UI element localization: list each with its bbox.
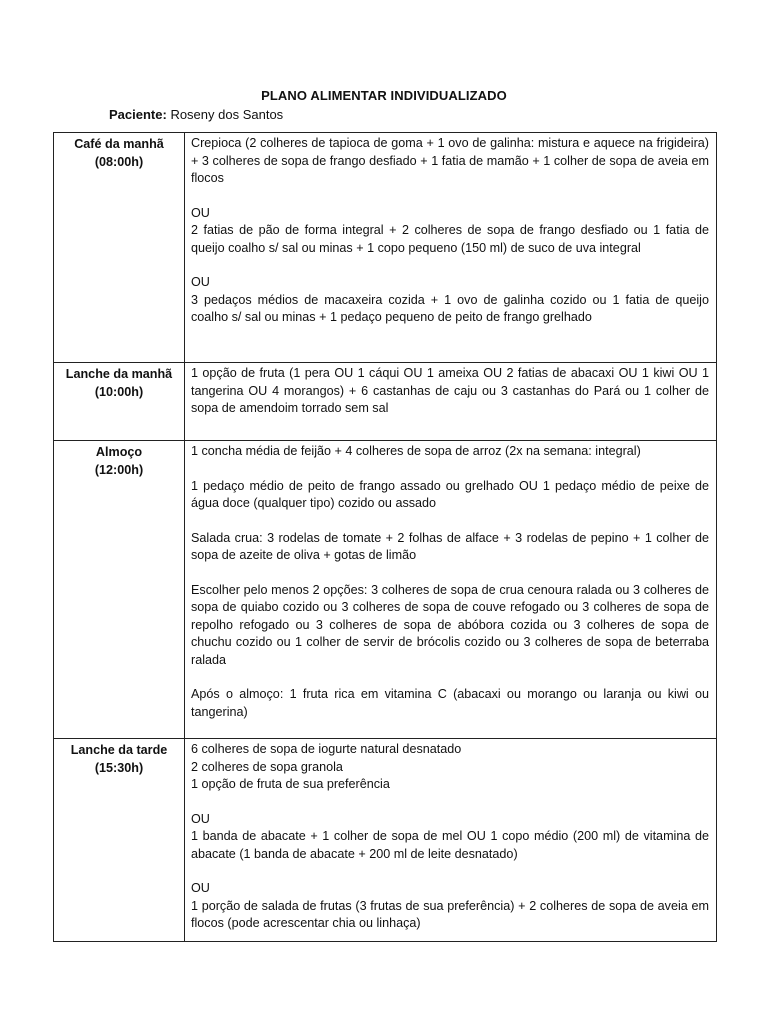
menu-separator: OU (191, 205, 210, 220)
menu-separator: OU (191, 811, 210, 826)
menu-separator: OU (191, 275, 210, 289)
meal-name: Lanche da manhã (65, 367, 173, 381)
patient-label: Paciente: (109, 107, 167, 122)
menu-option: 1 banda de abacate + 1 colher de sopa de mel OU 1 copo médio (200 ml) de vitamina de abacate (1 banda de abacate + 200 ml de leite desnatado) (191, 829, 709, 861)
menu-cell (185, 363, 717, 441)
meal-time: (08:00h) (94, 154, 144, 169)
patient-line (109, 107, 283, 122)
page-title: PLANO ALIMENTAR INDIVIDUALIZADO (261, 88, 507, 103)
meal-time: (10:00h) (94, 384, 144, 399)
meal-plan-table (53, 132, 717, 942)
menu-cell (185, 441, 717, 739)
menu-option: 1 concha média de feijão + 4 colheres de sopa de arroz (2x na semana: integral) (191, 444, 641, 458)
meal-time: (15:30h) (94, 760, 144, 775)
menu-cell (185, 739, 717, 942)
meal-name: Café da manhã (74, 137, 164, 151)
table-row (54, 739, 717, 942)
menu-option: Escolher pelo menos 2 opções: 3 colheres de sopa de crua cenoura ralada ou 3 colheres de sopa de quiabo cozido ou 3 colheres de sopa de couve refogado ou 3 colheres de sopa de repolho refogado ou 3 colheres de sopa de abóbora cozida ou 3 colheres de sopa de chuchu cozido ou 1 colher de servir de brócolis cozido ou 3 colheres de sopa de beterraba ralada (191, 582, 709, 667)
menu-separator: OU (191, 881, 210, 895)
menu-option: 1 pedaço médio de peito de frango assado ou grelhado OU 1 pedaço médio de peixe de água doce (qualquer tipo) cozido ou assado (191, 478, 709, 510)
meal-cell (54, 739, 185, 942)
table-row (54, 441, 717, 739)
meal-cell (54, 133, 185, 363)
menu-cell (185, 133, 717, 363)
menu-option: 2 colheres de sopa granola (191, 759, 343, 774)
menu-option: 1 porção de salada de frutas (3 frutas de sua preferência) + 2 colheres de sopa de aveia em flocos (pode acrescentar chia ou linhaça) (191, 898, 709, 930)
meal-cell (54, 441, 185, 739)
meal-cell (54, 363, 185, 441)
menu-option: Salada crua: 3 rodelas de tomate + 2 folhas de alface + 3 rodelas de pepino + 1 colher de sopa de azeite de oliva + gotas de limão (191, 530, 709, 562)
table-row (54, 133, 717, 363)
menu-option: 1 opção de fruta (1 pera OU 1 cáqui OU 1 ameixa OU 2 fatias de abacaxi OU 1 kiwi OU 1 tangerina OU 4 morangos) + 6 castanhas de caju ou 3 castanhas do Pará ou 1 colher de sopa de amendoim torrado sem sal (191, 366, 709, 415)
menu-option: 6 colheres de sopa de iogurte natural desnatado (191, 742, 462, 756)
menu-option: Crepioca (2 colheres de tapioca de goma + 1 ovo de galinha: mistura e aquece na frigideira) + 3 colheres de sopa de frango desfiado + 1 fatia de mamão + 1 colher de sopa de aveia em flocos (191, 136, 709, 185)
menu-option: Após o almoço: 1 fruta rica em vitamina C (abacaxi ou morango ou laranja ou kiwi ou tangerina) (191, 687, 709, 719)
menu-option: 3 pedaços médios de macaxeira cozida + 1 ovo de galinha cozido ou 1 fatia de queijo coalho s/ sal ou minas + 1 pedaço pequeno de peito de frango grelhado (191, 292, 709, 324)
meal-time: (12:00h) (94, 462, 144, 477)
meal-name: Lanche da tarde (70, 743, 168, 757)
patient-name: Roseny dos Santos (170, 107, 284, 122)
menu-option: 2 fatias de pão de forma integral + 2 colheres de sopa de frango desfiado ou 1 fatia de queijo coalho s/ sal ou minas + 1 copo pequeno (150 ml) de suco de uva integral (191, 223, 709, 255)
menu-option: 1 opção de fruta de sua preferência (191, 777, 390, 791)
table-row (54, 363, 717, 441)
meal-name: Almoço (95, 445, 143, 459)
